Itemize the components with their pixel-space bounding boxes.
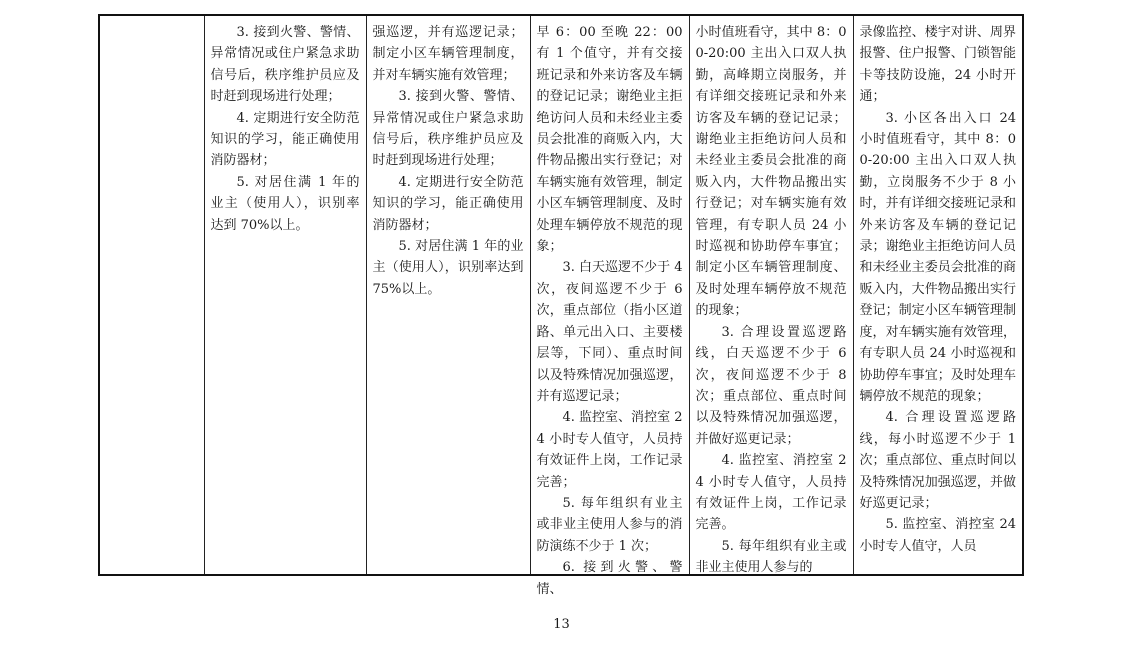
paragraph: 5. 每年组织有业主或非业主使用人参与的消防演练不少于 1 次； [536,495,683,554]
paragraph: 5. 监控室、消控室 24 小时专人值守，人员 [859,517,1016,554]
table-cell-col-0 [99,15,204,575]
paragraph: 录像监控、楼宇对讲、周界报警、住户报警、门锁智能卡等技防设施，24 小时开通； [859,25,1016,105]
paragraph: 3. 白天巡逻不少于 4 次，夜间巡逻不少于 6 次，重点部位（指小区道路、单元出入口、主要楼层等，下同）、重点时间以及特殊情况加强巡逻，并有巡逻记录； [536,260,683,404]
paragraph: 4. 监控室、消控室 24 小时专人值守，人员持有效证件上岗，工作记录完善。 [695,453,847,533]
paragraph: 5. 对居住满 1 年的业主（使用人），识别率达到 75%以上。 [372,239,524,297]
paragraph: 4. 定期进行安全防范知识的学习，能正确使用消防器材； [210,110,360,169]
paragraph: 5. 对居住满 1 年的业主（使用人），识别率达到 70%以上。 [210,174,360,233]
table-cell-col-5 [853,15,1023,575]
paragraph: 4. 定期进行安全防范知识的学习，能正确使用消防器材； [372,174,524,233]
page-number: 13 [553,617,570,632]
table-cell-col-4 [689,15,853,575]
table-cell-col-2 [366,15,530,575]
standards-table [98,14,1024,597]
paragraph: 3. 接到火警、警情、异常情况或住户紧急求助信号后，秩序维护员应及时赶到现场进行处理； [210,25,360,105]
paragraph: 6. 接到火警、警情、 [536,560,683,597]
paragraph: 早 6：00 至晚 22：00 有 1 个值守，并有交接班记录和外来访客及车辆的登记记录；谢绝业主拒绝访问人员和未经业主委员会批准的商贩入内，大件物品搬出实行登记；对车辆实施有效管理，制定小区车辆管理制度、及时处理车辆停放不规范的现象； [536,25,683,255]
paragraph: 5. 每年组织有业主或非业主使用人参与的 [695,538,847,576]
table-cell-col-1 [204,15,366,575]
paragraph: 3. 合理设置巡逻路线，白天巡逻不少于 6 次，夜间巡逻不少于 8 次；重点部位、重点时间以及特殊情况加强巡逻，并做好巡更记录； [695,324,847,447]
paragraph: 4. 合理设置巡逻路线，每小时巡逻不少于 1 次；重点部位、重点时间以及特殊情况加强巡逻，并做好巡更记录； [859,410,1016,511]
table-row [99,15,1023,575]
paragraph: 小时值班看守，其中 8：00-20:00 主出入口双人执勤，高峰期立岗服务，并有详细交接班记录和外来访客及车辆的登记记录；谢绝业主拒绝访问人员和未经业主委员会批准的商贩入内，大件物品搬出实行登记；对车辆实施有效管理，有专职人员 24 小时巡视和协助停车事宜；制定小区车辆管理制度、及时处理车辆停放不规范的现象； [695,25,847,319]
paragraph: 强巡逻，并有巡逻记录；制定小区车辆管理制度，并对车辆实施有效管理； [372,25,524,83]
paragraph: 4. 监控室、消控室 24 小时专人值守，人员持有效证件上岗，工作记录完善； [536,410,683,490]
table-cell-col-3 [530,15,689,597]
paragraph: 3. 小区各出入口 24 小时值班看守，其中 8：00-20:00 主出入口双人执勤，立岗服务不少于 8 小时，并有详细交接班记录和外来访客及车辆的登记记录；谢绝业主拒绝访问人员和未经业主委员会批准的商贩入内，大件物品搬出实行登记；制定小区车辆管理制度，对车辆实施有效管理，有专职人员 24 小时巡视和协助停车事宜；及时处理车辆停放不规范的现象； [859,110,1016,404]
paragraph: 3. 接到火警、警情、异常情况或住户紧急求助信号后，秩序维护员应及时赶到现场进行处理； [372,89,524,169]
